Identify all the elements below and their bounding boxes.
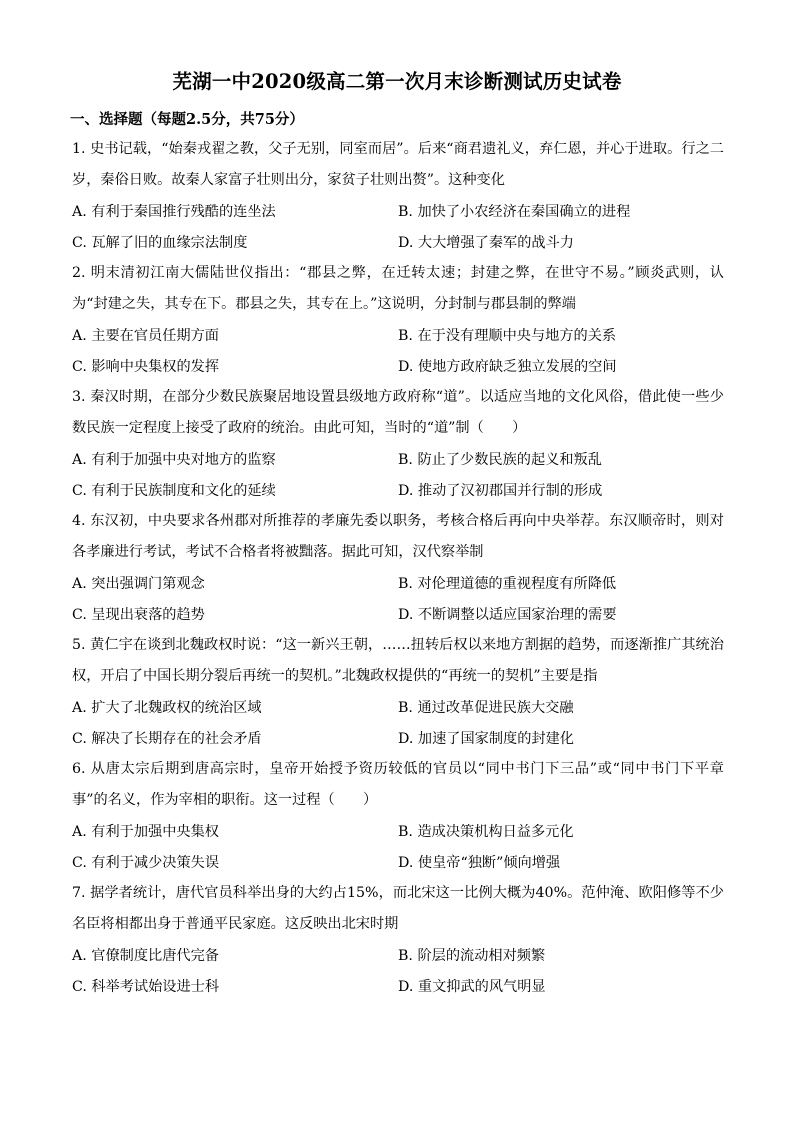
question-1-option-b: B. 加快了小农经济在秦国确立的进程 [398, 204, 631, 220]
question-5-option-c: C. 解决了长期存在的社会矛盾 [72, 731, 262, 747]
question-7-option-a: A. 官僚制度比唐代完备 [72, 948, 219, 964]
question-5-stem: 5. 黄仁宇在谈到北魏政权时说：“这一新兴王朝，……扭转后权以来地方割据的趋势，而逐渐推广其统治权，开启了中国长期分裂后再统一的契机。”北魏政权提供的“再统一的契机”主要是指 [72, 637, 724, 684]
question-1-option-d: D. 大大增强了秦军的战斗力 [398, 235, 574, 251]
question-7-option-b: B. 阶层的流动相对频繁 [398, 948, 546, 964]
question-6-option-a: A. 有利于加强中央集权 [72, 824, 219, 840]
question-3-option-c: C. 有利于民族制度和文化的延续 [72, 483, 276, 499]
question-2-option-a: A. 主要在官员任期方面 [72, 328, 219, 344]
question-6-stem: 6. 从唐太宗后期到唐高宗时，皇帝开始授予资历较低的官员以“同中书门下三品”或“同中书门下平章事”的名义，作为宰相的职衔。这一过程（ ） [72, 761, 724, 808]
question-3-option-b: B. 防止了少数民族的起义和叛乱 [398, 452, 602, 468]
question-3-option-d: D. 推动了汉初郡国并行制的形成 [398, 483, 603, 499]
question-7-option-d: D. 重文抑武的风气明显 [398, 979, 546, 995]
question-2-stem: 2. 明末清初江南大儒陆世仪指出：“郡县之弊，在迁转太速；封建之弊，在世守不易。”顾炎武则，认为“封建之失，其专在下。郡县之失，其专在上。”这说明，分封制与郡县制的弊端 [72, 265, 724, 312]
question-2-option-d: D. 使地方政府缺乏独立发展的空间 [398, 359, 617, 375]
question-6-option-c: C. 有利于减少决策失误 [72, 855, 220, 871]
question-3-stem: 3. 秦汉时期，在部分少数民族聚居地设置县级地方政府称“道”。以适应当地的文化风俗，借此使一些少数民族一定程度上接受了政府的统治。由此可知，当时的“道”制（ ） [72, 389, 724, 436]
question-6-option-b: B. 造成决策机构日益多元化 [398, 824, 574, 840]
question-1-option-a: A. 有利于秦国推行残酷的连坐法 [72, 204, 276, 220]
question-7-option-c: C. 科举考试始设进士科 [72, 979, 220, 995]
question-7-stem: 7. 据学者统计，唐代官员科举出身的大约占15%，而北宋这一比例大概为40%。范仲淹、欧阳修等不少名臣将相都出身于普通平民家庭。这反映出北宋时期 [72, 885, 724, 932]
question-5-option-d: D. 加速了国家制度的封建化 [398, 731, 574, 747]
exam-title: 芜湖一中2020级高二第一次月末诊断测试历史试卷 [172, 70, 622, 93]
question-1-stem: 1. 史书记载，“始秦戎翟之教，父子无别，同室而居”。后来“商君遗礼义，弃仁恩，并心于进取。行之二岁，秦俗日败。故秦人家富子壮则出分，家贫子壮则出赘”。这种变化 [72, 141, 724, 188]
question-4-option-b: B. 对伦理道德的重视程度有所降低 [398, 576, 617, 592]
question-4-option-a: A. 突出强调门第观念 [72, 576, 205, 592]
question-4-option-c: C. 呈现出衰落的趋势 [72, 607, 205, 623]
question-2-option-b: B. 在于没有理顺中央与地方的关系 [398, 328, 617, 344]
question-3-option-a: A. 有利于加强中央对地方的监察 [72, 452, 276, 468]
question-6-option-d: D. 使皇帝“独断”倾向增强 [398, 855, 561, 871]
question-4-stem: 4. 东汉初，中央要求各州郡对所推荐的孝廉先委以职务，考核合格后再向中央举荐。东汉顺帝时，则对各孝廉进行考试，考试不合格者将被黜落。据此可知，汉代察举制 [72, 513, 724, 560]
question-5-option-a: A. 扩大了北魏政权的统治区域 [72, 700, 262, 716]
question-5-option-b: B. 通过改革促进民族大交融 [398, 700, 574, 716]
section-heading: 一、选择题（每题2.5分，共75分） [70, 111, 304, 128]
question-1-option-c: C. 瓦解了旧的血缘宗法制度 [72, 235, 248, 251]
question-2-option-c: C. 影响中央集权的发挥 [72, 359, 220, 375]
question-4-option-d: D. 不断调整以适应国家治理的需要 [398, 607, 617, 623]
